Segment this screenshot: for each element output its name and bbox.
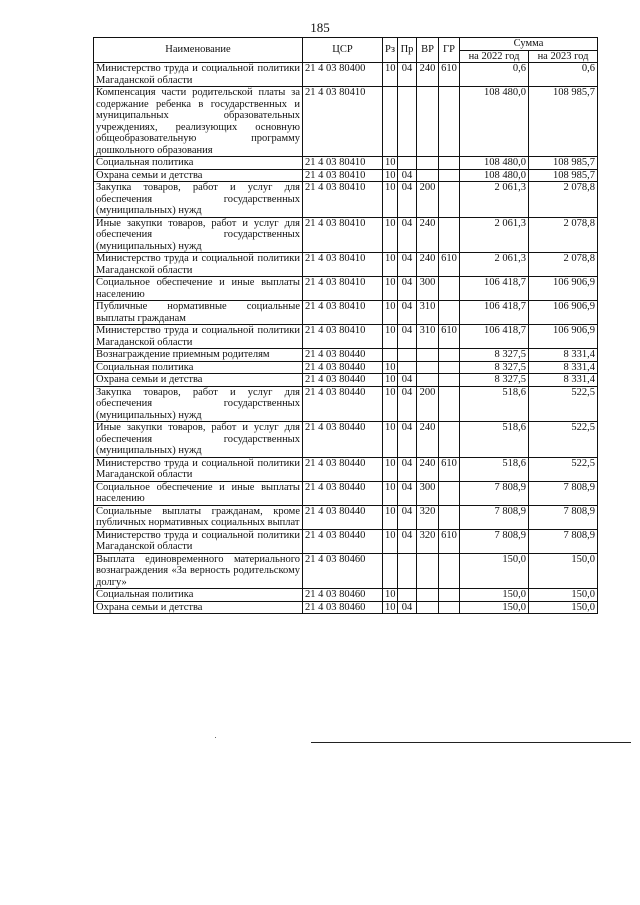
row-vr: [417, 349, 439, 362]
row-sum-2023: 2 078,8: [529, 182, 598, 218]
row-gr: [439, 386, 460, 422]
row-name: Министерство труда и социальной политики Магаданской области: [94, 325, 303, 349]
row-code: 21 4 03 80440: [303, 374, 383, 387]
row-gr: [439, 481, 460, 505]
row-code: 21 4 03 80460: [303, 553, 383, 589]
row-pr: 04: [398, 481, 417, 505]
header-name: Наименование: [94, 38, 303, 63]
table-row: [94, 361, 598, 374]
row-name: Иные закупки товаров, работ и услуг для обеспечения государственных (муниципальных) нужд: [94, 422, 303, 458]
row-sum-2022: 106 418,7: [460, 325, 529, 349]
row-rz: 10: [383, 386, 398, 422]
row-gr: [439, 422, 460, 458]
row-vr: [417, 87, 439, 157]
row-pr: [398, 553, 417, 589]
row-gr: 610: [439, 325, 460, 349]
row-rz: 10: [383, 217, 398, 253]
row-vr: 300: [417, 277, 439, 301]
row-sum-2022: 518,6: [460, 457, 529, 481]
row-rz: [383, 349, 398, 362]
row-gr: [439, 169, 460, 182]
row-gr: [439, 277, 460, 301]
row-rz: 10: [383, 182, 398, 218]
row-code: 21 4 03 80440: [303, 481, 383, 505]
table-row: [94, 277, 598, 301]
row-sum-2023: 522,5: [529, 386, 598, 422]
row-gr: [439, 601, 460, 614]
table-row: [94, 529, 598, 553]
row-name: Министерство труда и социальной политики Магаданской области: [94, 253, 303, 277]
row-gr: 610: [439, 457, 460, 481]
row-name: Социальная политика: [94, 589, 303, 602]
row-sum-2023: 2 078,8: [529, 217, 598, 253]
row-code: 21 4 03 80410: [303, 217, 383, 253]
row-pr: [398, 157, 417, 170]
row-code: 21 4 03 80440: [303, 457, 383, 481]
row-name: Социальная политика: [94, 361, 303, 374]
scan-speck: [215, 737, 216, 738]
row-pr: 04: [398, 325, 417, 349]
table-row: [94, 589, 598, 602]
row-code: 21 4 03 80410: [303, 277, 383, 301]
row-sum-2022: 8 327,5: [460, 361, 529, 374]
table-row: [94, 325, 598, 349]
row-pr: [398, 349, 417, 362]
row-code: 21 4 03 80410: [303, 182, 383, 218]
row-vr: 240: [417, 457, 439, 481]
row-vr: [417, 169, 439, 182]
row-sum-2022: 8 327,5: [460, 374, 529, 387]
row-sum-2022: 150,0: [460, 601, 529, 614]
row-gr: [439, 553, 460, 589]
row-pr: [398, 87, 417, 157]
row-sum-2022: 108 480,0: [460, 169, 529, 182]
row-code: 21 4 03 80440: [303, 361, 383, 374]
row-pr: 04: [398, 374, 417, 387]
row-sum-2022: 7 808,9: [460, 505, 529, 529]
row-pr: 04: [398, 217, 417, 253]
table-row: [94, 349, 598, 362]
row-rz: 10: [383, 457, 398, 481]
row-pr: 04: [398, 182, 417, 218]
row-sum-2023: 8 331,4: [529, 349, 598, 362]
table-row: [94, 481, 598, 505]
row-name: Охрана семьи и детства: [94, 601, 303, 614]
row-rz: 10: [383, 529, 398, 553]
row-sum-2022: 8 327,5: [460, 349, 529, 362]
table-row: [94, 505, 598, 529]
row-vr: 240: [417, 63, 439, 87]
row-gr: 610: [439, 63, 460, 87]
table-row: [94, 386, 598, 422]
row-sum-2023: 108 985,7: [529, 157, 598, 170]
row-rz: 10: [383, 374, 398, 387]
row-code: 21 4 03 80460: [303, 589, 383, 602]
row-name: Министерство труда и социальной политики Магаданской области: [94, 63, 303, 87]
header-code: ЦСР: [303, 38, 383, 63]
row-rz: [383, 87, 398, 157]
row-pr: 04: [398, 63, 417, 87]
header-sum: Сумма: [460, 38, 598, 51]
row-pr: 04: [398, 277, 417, 301]
header-rz: Рз: [383, 38, 398, 63]
row-code: 21 4 03 80410: [303, 301, 383, 325]
row-sum-2023: 0,6: [529, 63, 598, 87]
table-row: [94, 301, 598, 325]
row-sum-2022: 2 061,3: [460, 182, 529, 218]
row-name: Закупка товаров, работ и услуг для обеспечения государственных (муниципальных) нужд: [94, 182, 303, 218]
row-pr: [398, 589, 417, 602]
row-code: 21 4 03 80410: [303, 87, 383, 157]
row-vr: [417, 553, 439, 589]
row-sum-2022: 108 480,0: [460, 87, 529, 157]
row-vr: [417, 374, 439, 387]
row-rz: 10: [383, 253, 398, 277]
row-sum-2023: 522,5: [529, 457, 598, 481]
page-number: 185: [310, 20, 330, 35]
row-rz: 10: [383, 422, 398, 458]
row-sum-2023: 8 331,4: [529, 374, 598, 387]
row-vr: 310: [417, 301, 439, 325]
row-gr: [439, 505, 460, 529]
row-sum-2023: 106 906,9: [529, 301, 598, 325]
table-row: [94, 253, 598, 277]
row-gr: [439, 589, 460, 602]
row-sum-2022: 150,0: [460, 553, 529, 589]
table-row: [94, 457, 598, 481]
row-name: Выплата единовременного материального вознаграждения «За верность родительскому долгу»: [94, 553, 303, 589]
row-rz: 10: [383, 63, 398, 87]
row-sum-2023: 8 331,4: [529, 361, 598, 374]
row-sum-2022: 518,6: [460, 422, 529, 458]
row-sum-2023: 7 808,9: [529, 481, 598, 505]
row-rz: 10: [383, 169, 398, 182]
table-row: [94, 217, 598, 253]
row-sum-2022: 106 418,7: [460, 301, 529, 325]
row-vr: 300: [417, 481, 439, 505]
row-gr: [439, 182, 460, 218]
row-pr: 04: [398, 422, 417, 458]
row-vr: [417, 589, 439, 602]
row-gr: [439, 157, 460, 170]
table-row: [94, 182, 598, 218]
row-rz: 10: [383, 301, 398, 325]
row-name: Охрана семьи и детства: [94, 169, 303, 182]
row-sum-2023: 108 985,7: [529, 87, 598, 157]
table-row: [94, 374, 598, 387]
header-pr: Пр: [398, 38, 417, 63]
footer-rule: [311, 742, 631, 743]
row-rz: 10: [383, 505, 398, 529]
budget-table: [93, 37, 598, 614]
row-name: Министерство труда и социальной политики Магаданской области: [94, 457, 303, 481]
header-vr: ВР: [417, 38, 439, 63]
row-code: 21 4 03 80440: [303, 422, 383, 458]
row-name: Социальное обеспечение и иные выплаты населению: [94, 277, 303, 301]
row-code: 21 4 03 80400: [303, 63, 383, 87]
row-vr: 310: [417, 325, 439, 349]
header-year-2023: на 2023 год: [529, 50, 598, 63]
row-sum-2022: 2 061,3: [460, 253, 529, 277]
row-sum-2023: 150,0: [529, 601, 598, 614]
row-code: 21 4 03 80410: [303, 169, 383, 182]
row-code: 21 4 03 80460: [303, 601, 383, 614]
row-sum-2023: 522,5: [529, 422, 598, 458]
row-sum-2023: 106 906,9: [529, 325, 598, 349]
row-sum-2023: 7 808,9: [529, 505, 598, 529]
row-sum-2022: 108 480,0: [460, 157, 529, 170]
row-sum-2022: 7 808,9: [460, 481, 529, 505]
row-name: Охрана семьи и детства: [94, 374, 303, 387]
row-name: Компенсация части родительской платы за содержание ребенка в государственных и муниципальных образовательных учреждениях, реализующих основную общеобразовательную программу дошкольного образования: [94, 87, 303, 157]
row-code: 21 4 03 80440: [303, 529, 383, 553]
row-vr: 200: [417, 182, 439, 218]
row-gr: [439, 217, 460, 253]
row-vr: 240: [417, 217, 439, 253]
table-body: [94, 63, 598, 614]
row-sum-2023: 106 906,9: [529, 277, 598, 301]
row-gr: 610: [439, 529, 460, 553]
row-name: Иные закупки товаров, работ и услуг для обеспечения государственных (муниципальных) нужд: [94, 217, 303, 253]
row-rz: 10: [383, 601, 398, 614]
row-name: Министерство труда и социальной политики Магаданской области: [94, 529, 303, 553]
row-rz: 10: [383, 589, 398, 602]
row-name: Социальное обеспечение и иные выплаты населению: [94, 481, 303, 505]
row-vr: [417, 601, 439, 614]
row-pr: 04: [398, 529, 417, 553]
row-sum-2022: 106 418,7: [460, 277, 529, 301]
row-vr: 320: [417, 529, 439, 553]
row-code: 21 4 03 80410: [303, 157, 383, 170]
row-vr: 240: [417, 253, 439, 277]
row-name: Социальные выплаты гражданам, кроме публичных нормативных социальных выплат: [94, 505, 303, 529]
row-vr: 200: [417, 386, 439, 422]
row-code: 21 4 03 80440: [303, 505, 383, 529]
row-gr: [439, 374, 460, 387]
row-name: Вознаграждение приемным родителям: [94, 349, 303, 362]
row-pr: 04: [398, 169, 417, 182]
table-row: [94, 553, 598, 589]
row-rz: 10: [383, 481, 398, 505]
row-pr: 04: [398, 386, 417, 422]
row-pr: 04: [398, 253, 417, 277]
table-row: [94, 169, 598, 182]
row-name: Закупка товаров, работ и услуг для обеспечения государственных (муниципальных) нужд: [94, 386, 303, 422]
header-gr: ГР: [439, 38, 460, 63]
row-pr: [398, 361, 417, 374]
table-row: [94, 422, 598, 458]
row-code: 21 4 03 80410: [303, 325, 383, 349]
row-sum-2023: 150,0: [529, 589, 598, 602]
row-pr: 04: [398, 457, 417, 481]
row-sum-2022: 518,6: [460, 386, 529, 422]
table-row: [94, 157, 598, 170]
row-gr: [439, 349, 460, 362]
row-rz: 10: [383, 361, 398, 374]
row-sum-2022: 0,6: [460, 63, 529, 87]
table-row: [94, 87, 598, 157]
row-rz: 10: [383, 325, 398, 349]
row-vr: [417, 361, 439, 374]
row-name: Социальная политика: [94, 157, 303, 170]
row-name: Публичные нормативные социальные выплаты гражданам: [94, 301, 303, 325]
row-pr: 04: [398, 601, 417, 614]
row-code: 21 4 03 80440: [303, 386, 383, 422]
row-pr: 04: [398, 301, 417, 325]
row-code: 21 4 03 80440: [303, 349, 383, 362]
row-vr: 240: [417, 422, 439, 458]
row-pr: 04: [398, 505, 417, 529]
row-sum-2022: 2 061,3: [460, 217, 529, 253]
row-vr: [417, 157, 439, 170]
row-rz: 10: [383, 157, 398, 170]
row-rz: [383, 553, 398, 589]
row-code: 21 4 03 80410: [303, 253, 383, 277]
row-gr: 610: [439, 253, 460, 277]
row-vr: 320: [417, 505, 439, 529]
row-gr: [439, 301, 460, 325]
row-sum-2023: 7 808,9: [529, 529, 598, 553]
row-gr: [439, 87, 460, 157]
row-rz: 10: [383, 277, 398, 301]
row-sum-2023: 2 078,8: [529, 253, 598, 277]
table-row: [94, 601, 598, 614]
row-sum-2022: 7 808,9: [460, 529, 529, 553]
row-sum-2023: 108 985,7: [529, 169, 598, 182]
row-sum-2022: 150,0: [460, 589, 529, 602]
row-gr: [439, 361, 460, 374]
row-sum-2023: 150,0: [529, 553, 598, 589]
header-year-2022: на 2022 год: [460, 50, 529, 63]
table-row: [94, 63, 598, 87]
